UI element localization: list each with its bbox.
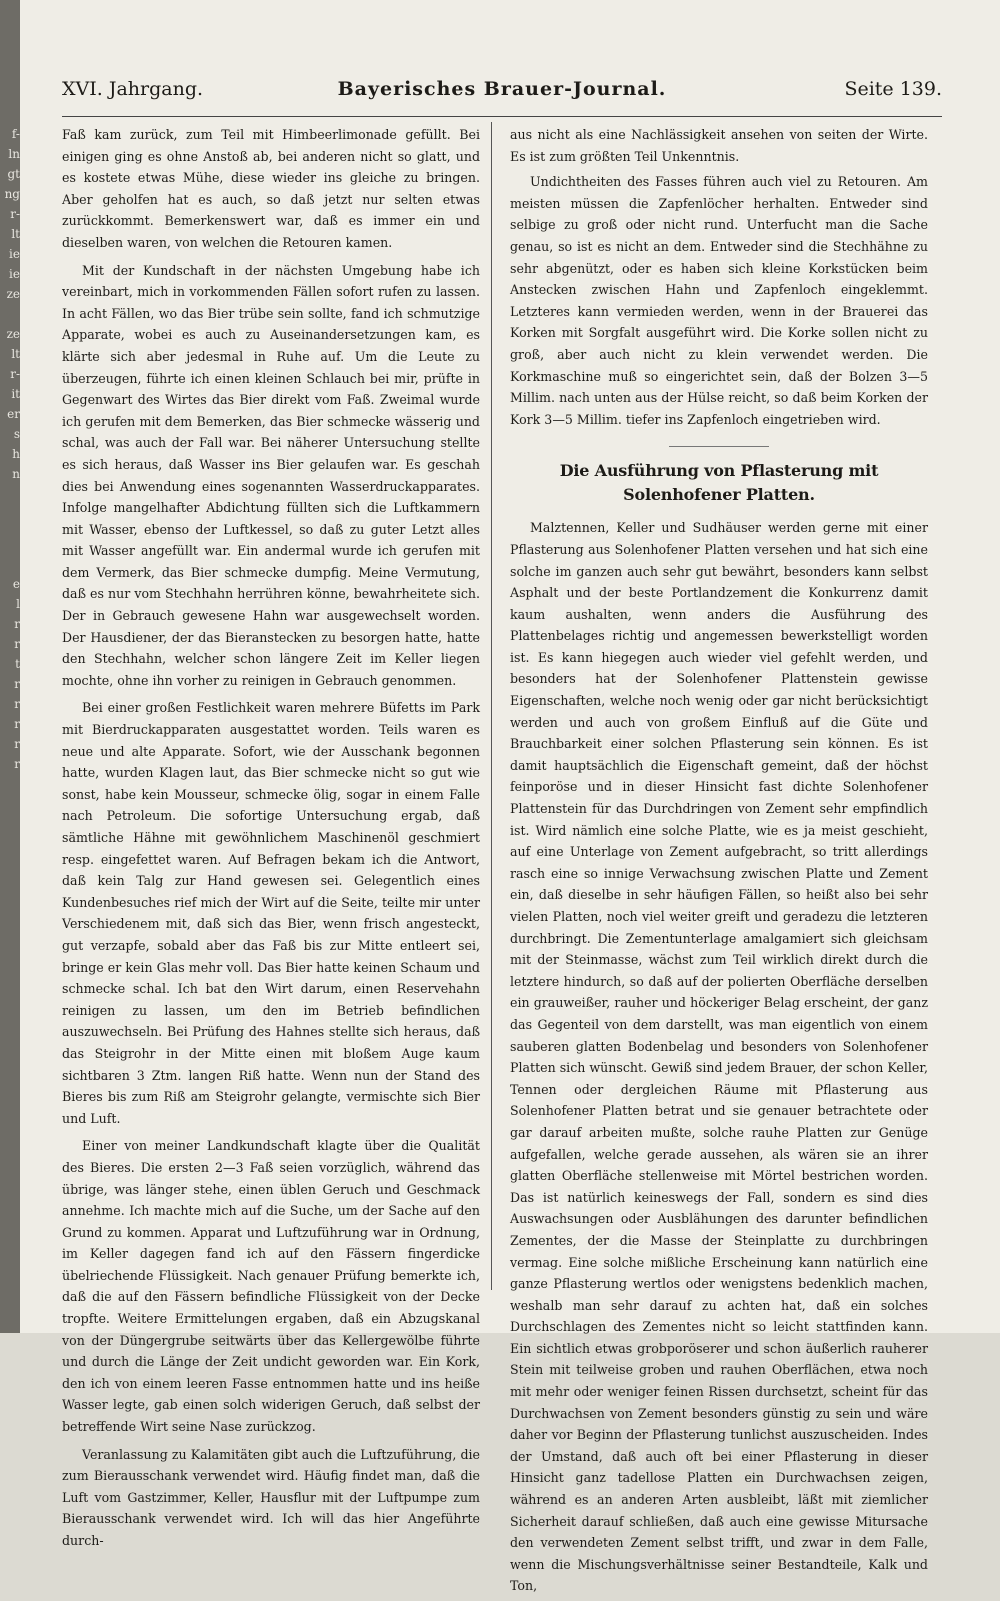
paragraph: Undichtheiten des Fasses führen auch viel zu Retouren. Am meisten müssen die Zapfenlöcher herhalten. Entweder sind selbige zu groß oder nicht rund. Unterfucht man die Sache genau, so ist es nicht an dem. Entweder sind die Stechhähne zu sehr abgenützt, oder es haben sich kleine Korkstücken beim Anstecken zwischen Hahn und Zapfenloch eingeklemmt. Letzteres kann vermieden werden, wenn in der Brauerei das Korken mit Sorgfalt ausgeführt wird. Die Korke sollen nicht zu groß, aber auch nicht zu klein verwendet werden. Die Korkmaschine muß so eingerichtet sein, daß der Bolzen 3—5 Millim. nach unten aus der Hülse reicht, so daß beim Korken der Kork 3—5 Millim. tiefer ins Zapfenloch eingetrieben wird.	[510, 174, 928, 427]
right-column	[510, 124, 928, 1601]
margin-fragment: r	[14, 677, 20, 691]
margin-fragment: ie	[9, 247, 20, 261]
margin-fragment: r	[14, 717, 20, 731]
margin-fragment: ze	[6, 327, 20, 341]
adjacent-page-strip	[0, 0, 20, 1333]
section-separator	[669, 446, 769, 447]
margin-fragment: r	[14, 697, 20, 711]
margin-fragment: n	[12, 467, 20, 481]
margin-fragment: h	[12, 447, 20, 461]
margin-fragment: e	[12, 577, 20, 591]
journal-title: Bayerisches Brauer-Journal.	[337, 78, 667, 100]
header-rule	[62, 116, 942, 117]
margin-fragment: f-	[11, 127, 20, 141]
paragraph: Bei einer großen Festlichkeit waren mehrere Büfetts im Park mit Bierdruckapparaten ausgestattet worden. Teils waren es neue und alte Apparate. Sofort, wie der Ausschank begonnen hatte, wurden Klagen laut, das Bier schmecke nicht so gut wie sonst, habe kein Mousseur, schmecke ölig, sogar in einem Falle nach Petroleum. Die sofortige Untersuchung ergab, daß sämtliche Hähne mit gewöhnlichem Maschinenöl geschmiert resp. eingefettet waren. Auf Befragen bekam ich die Antwort, daß kein Talg zur Hand gewesen sei. Gelegentlich eines Kundenbesuches rief mich der Wirt auf die Seite, teilte mir unter Verschiedenem mit, daß sich das Bier, wenn frisch angesteckt, gut verzapfe, sobald aber das Faß bis zur Mitte entleert sei, bringe er kein Glas mehr voll. Das Bier hatte keinen Schaum und schmecke schal. Ich bat den Wirt darum, einen Reservehahn reinigen zu lassen, um den im Betrieb befindlichen auszuwechseln. Bei Prüfung des Hahnes stellte sich heraus, daß das Steigrohr in der Mitte einen mit bloßem Auge kaum sichtbaren 3 Ztm. langen Riß hatte. Wenn nun der Stand des Bieres bis zum Riß am Steigrohr gelangte, vermischte sich Bier und Luft.	[62, 700, 480, 1126]
margin-fragment: it	[11, 387, 20, 401]
article-title: Die Ausführung von Pflasterung mit Solenhofener Platten.	[559, 461, 879, 505]
paragraph: Einer von meiner Landkundschaft klagte über die Qualität des Bieres. Die ersten 2—3 Faß seien vorzüglich, während das übrige, was länger stehe, einen üblen Geruch und Geschmack annehme. Ich machte mich auf die Suche, um der Sache auf den Grund zu kommen. Apparat und Luftzuführung war in Ordnung, im Keller dagegen fand ich auf den Fässern fingerdicke übelriechende Flüssigkeit. Nach genauer Prüfung bemerkte ich, daß die auf den Fässern befindliche Flüssigkeit von der Decke tropfte. Weitere Ermittelungen ergaben, daß ein Abzugskanal von der Düngergrube seitwärts über das Kellergewölbe führte und durch die Länge der Zeit undicht geworden war. Ein Kork, den ich von einem leeren Fasse entnommen hatte und ins heiße Wasser legte, gab einen solch widerigen Geruch, daß selbst der betreffende Wirt seine Nase zurückzog.	[62, 1138, 480, 1435]
paragraph: aus nicht als eine Nachlässigkeit ansehen von seiten der Wirte. Es ist zum größten Teil Unkenntnis.	[510, 127, 928, 164]
margin-fragment: gt	[7, 167, 20, 181]
paragraph: Mit der Kundschaft in der nächsten Umgebung habe ich vereinbart, mich in vorkommenden Fällen sofort rufen zu lassen. In acht Fällen, wo das Bier trübe sein sollte, fand ich schmutzige Apparate, wobei es auch zu Auseinandersetzungen kam, es klärte sich aber jedesmal in Ruhe auf. Um die Leute zu überzeugen, führte ich einen kleinen Schlauch bei mir, prüfte in Gegenwart des Wirtes das Bier direkt vom Faß. Zweimal wurde ich gerufen mit dem Bemerken, das Bier schmecke wässerig und schal, was auch der Fall war. Bei näherer Untersuchung stellte es sich heraus, daß Wasser ins Bier gelaufen war. Es geschah dies bei Anwendung eines sogenannten Wasserdruckapparates. Infolge mangelhafter Abdichtung füllten sich die Luftkammern mit Wasser, ebenso der Luftkessel, so daß zu guter Letzt alles mit Wasser angefüllt war. Ein andermal wurde ich gerufen mit dem Vermerk, das Bier schmecke dumpfig. Meine Vermutung, daß es nur vom Stechhahn herrühren könne, bewahrheitete sich. Der in Gebrauch gewesene Hahn war ausgewechselt worden. Der Hausdiener, der das Bieranstecken zu besorgen hatte, hatte den Stechhahn, welcher schon längere Zeit im Keller liegen mochte, ohne ihn vorher zu reinigen in Gebrauch genommen.	[62, 262, 480, 688]
margin-fragment: r	[14, 637, 20, 651]
paragraph: Veranlassung zu Kalamitäten gibt auch die Luftzuführung, die zum Bierausschank verwendet wird. Häufig findet man, daß die Luft vom Gastzimmer, Keller, Hausflur mit der Luftpumpe zum Bierausschank verwendet wird. Ich will das hier Angeführte durch-	[62, 1446, 480, 1548]
margin-fragment: t	[15, 657, 20, 671]
running-header	[62, 78, 942, 118]
margin-fragment: ie	[9, 267, 20, 281]
margin-fragment: r-	[10, 207, 20, 221]
journal-page	[20, 0, 1000, 1594]
volume-label: XVI. Jahrgang.	[62, 78, 204, 100]
margin-fragment: l	[16, 597, 20, 611]
paragraph: Malztennen, Keller und Sudhäuser werden gerne mit einer Pflasterung aus Solenhofener Platten versehen und hat sich eine solche im ganzen auch sehr gut bewährt, besonders kann selbst Asphalt und der beste Portlandzement die Konkurrenz damit kaum aushalten, wenn anders die Ausführung des Plattenbelages richtig und angemessen bewerkstelligt worden ist. Es kann hiegegen auch wieder viel gefehlt werden, und besonders hat der Solenhofener Plattenstein gewisse Eigenschaften, welche noch wenig oder gar nicht berücksichtigt werden und auch von großem Einfluß auf die Güte und Brauchbarkeit einer solchen Pflasterung sein können. Es ist damit hauptsächlich die Eigenschaft gemeint, daß der höchst feinporöse und in dieser Hinsicht fast dichte Solenhofener Plattenstein für das Durchdringen von Zement sehr empfindlich ist. Wird nämlich eine solche Platte, wie es ja meist geschieht, auf eine Unterlage von Zement aufgebracht, so tritt allerdings rasch eine so innige Verwachsung zwischen Platte und Zement ein, daß dieselbe in sehr häufigen Fällen, so heißt also bei sehr vielen Platten, noch viel weiter greift und geradezu die letzteren durchbringt. Die Zementunterlage amalgamiert sich gleichsam mit der Steinmasse, wächst zum Teil wirklich direkt durch die letztere hindurch, so daß auf der polierten Oberfläche derselben ein grauweißer, rauher und höckeriger Belag erscheint, der ganz das Gegenteil von dem darstellt, was man eigentlich von einem sauberen glatten Bodenbelag und besonders von Solenhofener Platten sich wünscht. Gewiß sind jedem Brauer, der schon Keller, Tennen oder dergleichen Räume mit Pflasterung aus Solenhofener Platten betrat und sie genauer betrachtete oder gar darauf arbeiten mußte, solche rauhe Platten zur Genüge aufgefallen, welche gerade aussehen, als wären sie an ihrer glatten Oberfläche stellenweise mit Mörtel bestrichen worden. Das ist natürlich keineswegs der Fall, sondern es sind dies Auswachsungen oder Ausblähungen des darunter befindlichen Zementes, der die Masse der Steinplatte zu durchbringen vermag. Eine solche mißliche Erscheinung kann natürlich eine ganze Pflasterung wertlos oder wenigstens bedenklich machen, weshalb man sehr darauf zu achten hat, daß ein solches Durchschlagen des Zementes nicht so leicht stattfinden kann. Ein sichtlich etwas grobporöserer und schon äußerlich rauherer Stein mit teilweise groben und rauhen Oberflächen, etwa noch mit mehr oder weniger feinen Rissen durchsetzt, scheint für das Durchwachsen von Zement besonders günstig zu sein und wäre daher vor Beginn der Pflasterung tunlichst auszuscheiden. Indes der Umstand, daß auch oft bei einer Pflasterung in dieser Hinsicht ganz tadellose Platten ein Durchwachsen zeigen, während es an anderen Arten ausbleibt, läßt mit ziemlicher Sicherheit darauf schließen, daß auch eine gewisse Mitursache den verwendeten Zement selbst trifft, und zwar in dem Falle, wenn die Mischungsverhältnisse seiner Bestandteile, Kalk und Ton,	[510, 520, 928, 1594]
margin-fragment: r	[14, 617, 20, 631]
margin-fragment: r-	[10, 367, 20, 381]
margin-fragment: lt	[11, 347, 20, 361]
margin-fragment: ze	[6, 287, 20, 301]
margin-fragment: s	[13, 427, 20, 441]
column-divider	[491, 122, 492, 1290]
margin-fragment: ln	[8, 147, 20, 161]
margin-fragment: lt	[11, 227, 20, 241]
paragraph: Faß kam zurück, zum Teil mit Himbeerlimonade gefüllt. Bei einigen ging es ohne Anstoß ab, bei anderen nicht so glatt, und es kostete etwas Mühe, diese wieder ins gleiche zu bringen. Aber geholfen hat es auch, so daß jetzt nur selten etwas zurückkommt. Bemerkenswert war, daß es immer ein und dieselben waren, von welchen die Retouren kamen.	[62, 127, 480, 250]
page-number: Seite 139.	[844, 78, 942, 100]
margin-fragment: r	[14, 757, 20, 771]
margin-fragment: r	[14, 737, 20, 751]
left-column	[62, 124, 480, 1558]
margin-fragment: ng	[4, 187, 20, 201]
margin-fragment: er	[7, 407, 20, 421]
